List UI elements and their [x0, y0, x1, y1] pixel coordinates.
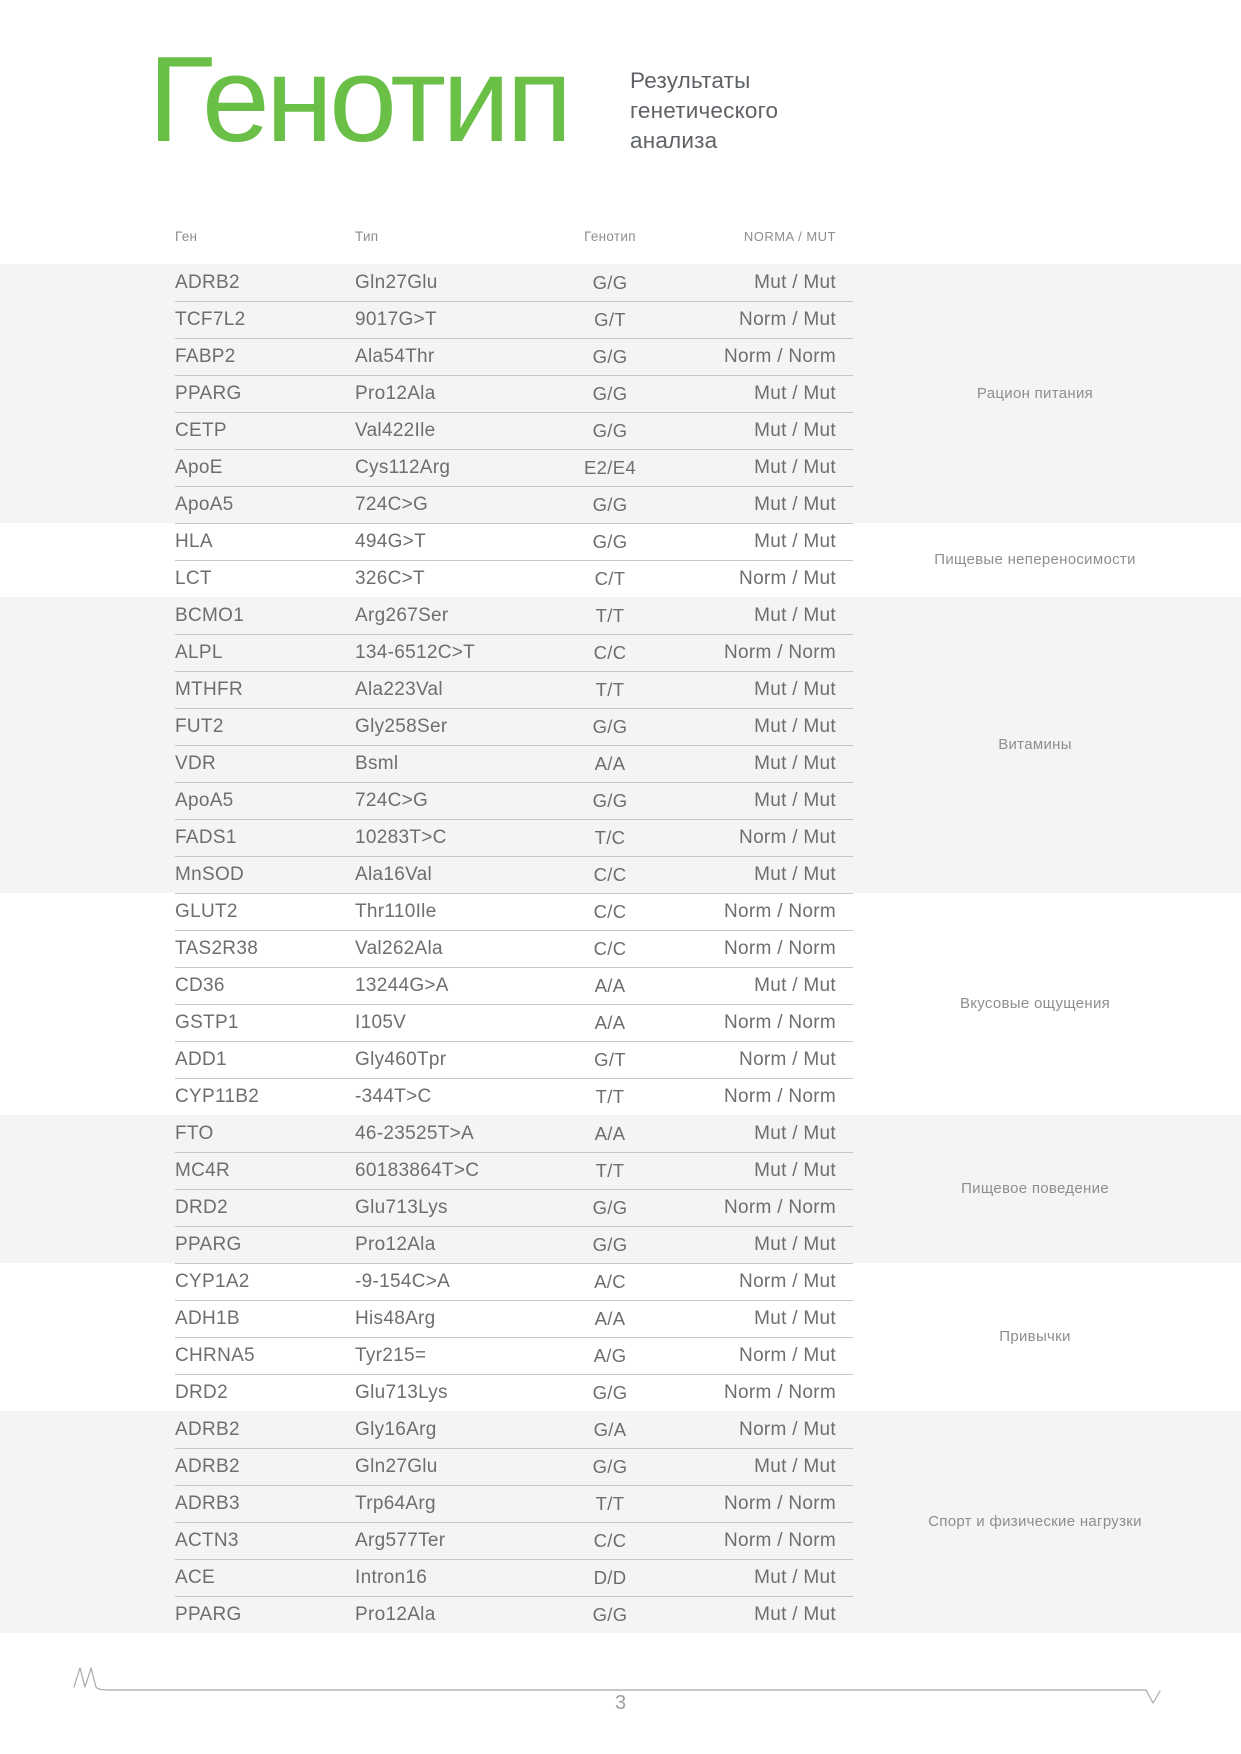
variant-type: I105V	[355, 1012, 407, 1033]
gene-name: ACE	[175, 1567, 215, 1588]
norma-mut-value: Norm / Norm	[723, 901, 836, 922]
norma-mut-value: Norm / Norm	[723, 1086, 836, 1107]
variant-type: 724C>G	[355, 494, 429, 515]
norma-mut-value: Mut / Mut	[754, 420, 836, 441]
gene-name: ADRB2	[175, 272, 240, 293]
norma-mut-value: Mut / Mut	[754, 1604, 836, 1625]
norma-mut-value: Norm / Norm	[723, 938, 836, 959]
genotype-value: G/G	[592, 790, 628, 811]
norma-mut-value: Norm / Norm	[723, 1012, 836, 1033]
norma-mut-value: Mut / Mut	[754, 1456, 836, 1477]
variant-type: 46-23525T>A	[355, 1123, 474, 1144]
genotype-value: G/G	[592, 531, 628, 552]
gene-name: FUT2	[175, 716, 224, 737]
genotype-value: C/C	[593, 938, 627, 959]
gene-name: GLUT2	[175, 901, 238, 922]
norma-mut-value: Norm / Mut	[739, 568, 836, 589]
variant-type: Trp64Arg	[355, 1493, 436, 1514]
variant-type: Thr110Ile	[355, 901, 437, 922]
genotype-value: G/T	[594, 1049, 626, 1070]
gene-name: CHRNA5	[175, 1345, 255, 1366]
table-row	[0, 1226, 1241, 1263]
table-row	[0, 1004, 1241, 1041]
norma-mut-value: Norm / Mut	[739, 1271, 836, 1292]
norma-mut-value: Norm / Mut	[739, 1345, 836, 1366]
table-row	[0, 893, 1241, 930]
table-row	[0, 1411, 1241, 1448]
table-row	[0, 856, 1241, 893]
variant-type: Val422Ile	[355, 420, 436, 441]
norma-mut-value: Mut / Mut	[754, 679, 836, 700]
genotype-value: D/D	[593, 1567, 627, 1588]
norma-mut-value: Mut / Mut	[754, 383, 836, 404]
table-row	[0, 338, 1241, 375]
gene-name: ApoA5	[175, 494, 234, 515]
gene-name: ADRB2	[175, 1456, 240, 1477]
genotype-value: T/T	[595, 1493, 625, 1514]
variant-type: 494G>T	[355, 531, 426, 552]
gene-name: GSTP1	[175, 1012, 239, 1033]
genotype-value: G/G	[592, 1456, 628, 1477]
genotype-value: A/A	[594, 1012, 626, 1033]
table-row	[0, 708, 1241, 745]
gene-name: TAS2R38	[175, 938, 259, 959]
table-row	[0, 1448, 1241, 1485]
subtitle-line: анализа	[630, 128, 718, 153]
variant-type: -344T>C	[355, 1086, 432, 1107]
norma-mut-value: Mut / Mut	[754, 272, 836, 293]
gene-name: ADD1	[175, 1049, 227, 1070]
variant-type: Ala16Val	[355, 864, 433, 885]
category-label: Пищевые непереносимости	[934, 551, 1136, 568]
gene-name: LCT	[175, 568, 212, 589]
genotype-value: C/C	[593, 642, 627, 663]
norma-mut-value: Norm / Mut	[739, 1049, 836, 1070]
gene-name: FADS1	[175, 827, 237, 848]
genotype-value: G/G	[592, 383, 628, 404]
variant-type: Pro12Ala	[355, 1604, 436, 1625]
table-row	[0, 1041, 1241, 1078]
variant-type: Pro12Ala	[355, 1234, 436, 1255]
norma-mut-value: Mut / Mut	[754, 531, 836, 552]
table-row	[0, 1337, 1241, 1374]
table-row	[0, 1559, 1241, 1596]
variant-type: Arg577Ter	[355, 1530, 446, 1551]
genotype-value: C/C	[593, 1530, 627, 1551]
table-row	[0, 486, 1241, 523]
subtitle-line: Результаты	[630, 68, 751, 93]
table-row	[0, 967, 1241, 1004]
table-row	[0, 819, 1241, 856]
table-row	[0, 597, 1241, 634]
genotype-value: G/T	[594, 309, 626, 330]
gene-name: MC4R	[175, 1160, 231, 1181]
genotype-value: G/G	[592, 1382, 628, 1403]
gene-name: FABP2	[175, 346, 236, 367]
gene-name: DRD2	[175, 1197, 228, 1218]
genotype-value: A/A	[594, 1308, 626, 1329]
gene-name: CETP	[175, 420, 227, 441]
variant-type: His48Arg	[355, 1308, 436, 1329]
category-label: Вкусовые ощущения	[959, 995, 1111, 1012]
variant-type: Arg267Ser	[355, 605, 449, 626]
genotype-value: G/G	[592, 346, 628, 367]
category-label: Пищевое поведение	[961, 1180, 1109, 1197]
page-subtitle	[630, 66, 778, 156]
genotype-value: C/C	[593, 901, 627, 922]
norma-mut-value: Norm / Norm	[723, 1197, 836, 1218]
category-label: Витамины	[998, 736, 1072, 753]
variant-type: 134-6512C>T	[355, 642, 476, 663]
table-row	[0, 782, 1241, 819]
table-row	[0, 1522, 1241, 1559]
norma-mut-value: Mut / Mut	[754, 1123, 836, 1144]
norma-mut-value: Mut / Mut	[754, 753, 836, 774]
variant-type: Intron16	[355, 1567, 428, 1588]
norma-mut-value: Mut / Mut	[754, 864, 836, 885]
subtitle-line: генетического	[630, 98, 779, 123]
column-header-gene: Ген	[175, 229, 198, 244]
variant-type: 326C>T	[355, 568, 425, 589]
page-title: Генотип	[148, 31, 569, 167]
genotype-value: A/A	[594, 975, 626, 996]
norma-mut-value: Mut / Mut	[754, 1567, 836, 1588]
column-header-type: Тип	[355, 229, 379, 244]
table-row	[0, 1189, 1241, 1226]
variant-type: 724C>G	[355, 790, 429, 811]
category-label: Рацион питания	[976, 384, 1094, 402]
gene-name: ApoA5	[175, 790, 234, 811]
norma-mut-value: Norm / Norm	[723, 642, 836, 663]
table-row	[0, 1078, 1241, 1115]
variant-type: Ala223Val	[355, 679, 443, 700]
gene-name: MnSOD	[175, 864, 245, 885]
gene-name: ApoE	[175, 457, 223, 478]
genotype-value: A/A	[594, 1123, 626, 1144]
norma-mut-value: Mut / Mut	[754, 605, 836, 626]
table-row	[0, 412, 1241, 449]
gene-name: HLA	[175, 531, 213, 552]
norma-mut-value: Norm / Norm	[723, 346, 836, 367]
genotype-value: T/T	[595, 1160, 625, 1181]
table-row	[0, 1152, 1241, 1189]
table-row	[0, 1300, 1241, 1337]
column-header-genotype: Генотип	[584, 229, 636, 244]
table-row	[0, 264, 1241, 301]
variant-type: -9-154C>A	[355, 1271, 451, 1292]
variant-type: Glu713Lys	[355, 1382, 448, 1403]
table-row	[0, 301, 1241, 338]
variant-type: Tyr215=	[355, 1345, 427, 1366]
variant-type: Pro12Ala	[355, 383, 436, 404]
gene-name: TCF7L2	[175, 309, 246, 330]
genotype-value: E2/E4	[584, 457, 636, 478]
category-label: Спорт и физические нагрузки	[928, 1513, 1142, 1530]
variant-type: Gly258Ser	[355, 716, 448, 737]
genotype-value: C/T	[594, 568, 626, 589]
norma-mut-value: Norm / Norm	[723, 1382, 836, 1403]
gene-name: ALPL	[175, 642, 223, 663]
variant-type: Glu713Lys	[355, 1197, 448, 1218]
table-row	[0, 930, 1241, 967]
table-row	[0, 745, 1241, 782]
genotype-value: A/C	[594, 1271, 626, 1292]
gene-name: PPARG	[175, 383, 242, 404]
table-row	[0, 1596, 1241, 1633]
gene-name: MTHFR	[175, 679, 243, 700]
norma-mut-value: Norm / Mut	[739, 309, 836, 330]
variant-type: Cys112Arg	[355, 457, 451, 478]
gene-name: ADRB3	[175, 1493, 240, 1514]
table-row	[0, 375, 1241, 412]
genotype-value: A/A	[594, 753, 626, 774]
category-label: Привычки	[999, 1328, 1071, 1345]
norma-mut-value: Norm / Mut	[739, 1419, 836, 1440]
variant-type: 9017G>T	[355, 309, 437, 330]
norma-mut-value: Norm / Mut	[739, 827, 836, 848]
variant-type: Gln27Glu	[355, 272, 438, 293]
norma-mut-value: Mut / Mut	[754, 975, 836, 996]
genotype-value: G/G	[592, 1197, 628, 1218]
genotype-value: G/G	[592, 420, 628, 441]
page-number: 3	[614, 1692, 627, 1714]
table-row	[0, 1115, 1241, 1152]
norma-mut-value: Mut / Mut	[754, 790, 836, 811]
norma-mut-value: Mut / Mut	[754, 494, 836, 515]
variant-type: Gly16Arg	[355, 1419, 437, 1440]
gene-name: CYP11B2	[175, 1086, 260, 1107]
gene-name: CYP1A2	[175, 1271, 250, 1292]
gene-name: PPARG	[175, 1604, 242, 1625]
genotype-value: G/G	[592, 1234, 628, 1255]
gene-name: DRD2	[175, 1382, 228, 1403]
genotype-value: G/G	[592, 272, 628, 293]
variant-type: Bsml	[355, 753, 399, 774]
genotype-value: T/C	[594, 827, 626, 848]
variant-type: Gln27Glu	[355, 1456, 438, 1477]
table-row	[0, 634, 1241, 671]
variant-type: 13244G>A	[355, 975, 449, 996]
genotype-value: T/T	[595, 1086, 625, 1107]
table-row	[0, 1374, 1241, 1411]
norma-mut-value: Mut / Mut	[754, 716, 836, 737]
gene-name: ADH1B	[175, 1308, 240, 1329]
genotype-value: G/G	[592, 494, 628, 515]
genotype-value: G/G	[592, 1604, 628, 1625]
norma-mut-value: Mut / Mut	[754, 457, 836, 478]
genotype-value: C/C	[593, 864, 627, 885]
norma-mut-value: Mut / Mut	[754, 1160, 836, 1181]
genotype-value: G/G	[592, 716, 628, 737]
variant-type: 10283T>C	[355, 827, 447, 848]
norma-mut-value: Mut / Mut	[754, 1308, 836, 1329]
genotype-value: A/G	[593, 1345, 627, 1366]
variant-type: Ala54Thr	[355, 346, 435, 367]
genotype-value: T/T	[595, 679, 625, 700]
table-row	[0, 560, 1241, 597]
norma-mut-value: Mut / Mut	[754, 1234, 836, 1255]
gene-name: FTO	[175, 1123, 214, 1144]
table-row	[0, 449, 1241, 486]
norma-mut-value: Norm / Norm	[723, 1493, 836, 1514]
genotype-value: T/T	[595, 605, 625, 626]
table-row	[0, 671, 1241, 708]
norma-mut-value: Norm / Norm	[723, 1530, 836, 1551]
column-header-norma-mut: NORMA / MUT	[743, 229, 836, 244]
gene-name: CD36	[175, 975, 225, 996]
variant-type: Val262Ala	[355, 938, 443, 959]
gene-name: BCMO1	[175, 605, 245, 626]
gene-name: PPARG	[175, 1234, 242, 1255]
variant-type: 60183864T>C	[355, 1160, 480, 1181]
gene-name: ADRB2	[175, 1419, 240, 1440]
table-row	[0, 1263, 1241, 1300]
variant-type: Gly460Tpr	[355, 1049, 447, 1070]
table-row	[0, 523, 1241, 560]
gene-name: VDR	[175, 753, 217, 774]
gene-name: ACTN3	[175, 1530, 239, 1551]
table-row	[0, 1485, 1241, 1522]
genotype-value: G/A	[593, 1419, 627, 1440]
